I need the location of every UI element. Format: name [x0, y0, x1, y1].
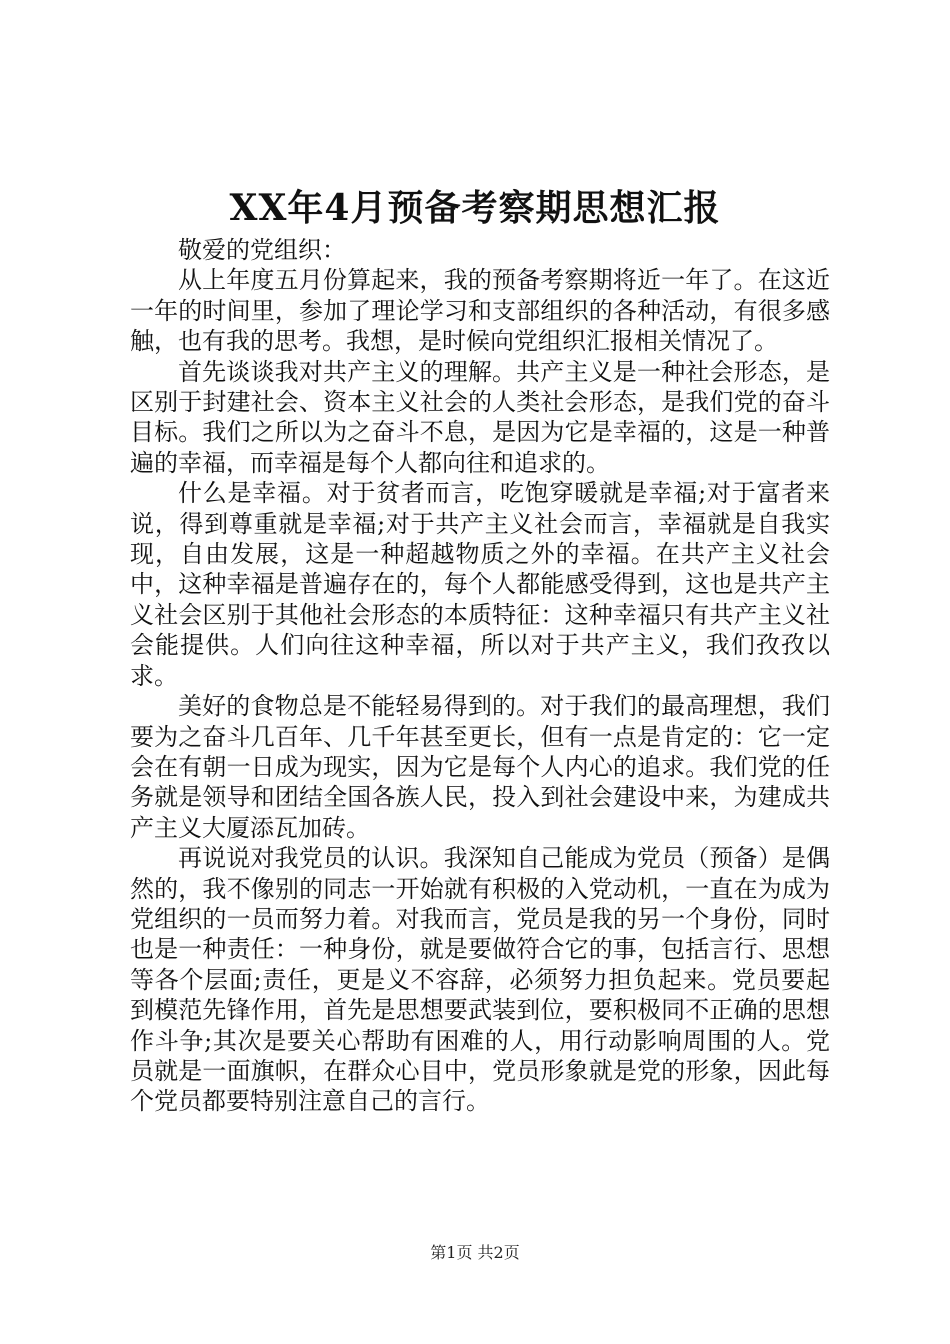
paragraph: 从上年度五月份算起来，我的预备考察期将近一年了。在这近一年的时间里，参加了理论学习和支部组织的各种活动，有很多感触，也有我的思考。我想，是时候向党组织汇报相关情况了。	[130, 266, 830, 356]
paragraph: 美好的食物总是不能轻易得到的。对于我们的最高理想，我们要为之奋斗几百年、几千年甚至更长，但有一点是肯定的：它一定会在有朝一日成为现实，因为它是每个人内心的追求。我们党的任务就是领导和团结全国各族人民，投入到社会建设中来，为建成共产主义大厦添瓦加砖。	[130, 692, 830, 842]
page-title: XX年4月预备考察期思想汇报	[229, 187, 721, 229]
document-body	[130, 235, 830, 1117]
page-number: 第1页 共2页	[430, 1243, 520, 1262]
salutation: 敬爱的党组织：	[178, 236, 346, 264]
paragraph: 再说说对我党员的认识。我深知自己能成为党员（预备）是偶然的，我不像别的同志一开始就有积极的入党动机，一直在为成为党组织的一员而努力着。对我而言，党员是我的另一个身份，同时也是一种责任：一种身份，就是要做符合它的事，包括言行、思想等各个层面;责任，更是义不容辞，必须努力担负起来。党员要起到模范先锋作用，首先是思想要武装到位，要积极同不正确的思想作斗争;其次是要关心帮助有困难的人，用行动影响周围的人。党员就是一面旗帜，在群众心目中，党员形象就是党的形象，因此每个党员都要特别注意自己的言行。	[130, 844, 830, 1116]
paragraph: 什么是幸福。对于贫者而言，吃饱穿暖就是幸福;对于富者来说，得到尊重就是幸福;对于共产主义社会而言，幸福就是自我实现，自由发展，这是一种超越物质之外的幸福。在共产主义社会中，这种幸福是普遍存在的，每个人都能感受得到，这也是共产主义社会区别于其他社会形态的本质特征：这种幸福只有共产主义社会能提供。人们向往这种幸福，所以对于共产主义，我们孜孜以求。	[130, 479, 830, 690]
paragraph: 首先谈谈我对共产主义的理解。共产主义是一种社会形态，是区别于封建社会、资本主义社会的人类社会形态，是我们党的奋斗目标。我们之所以为之奋斗不息，是因为它是幸福的，这是一种普遍的幸福，而幸福是每个人都向往和追求的。	[130, 357, 830, 477]
